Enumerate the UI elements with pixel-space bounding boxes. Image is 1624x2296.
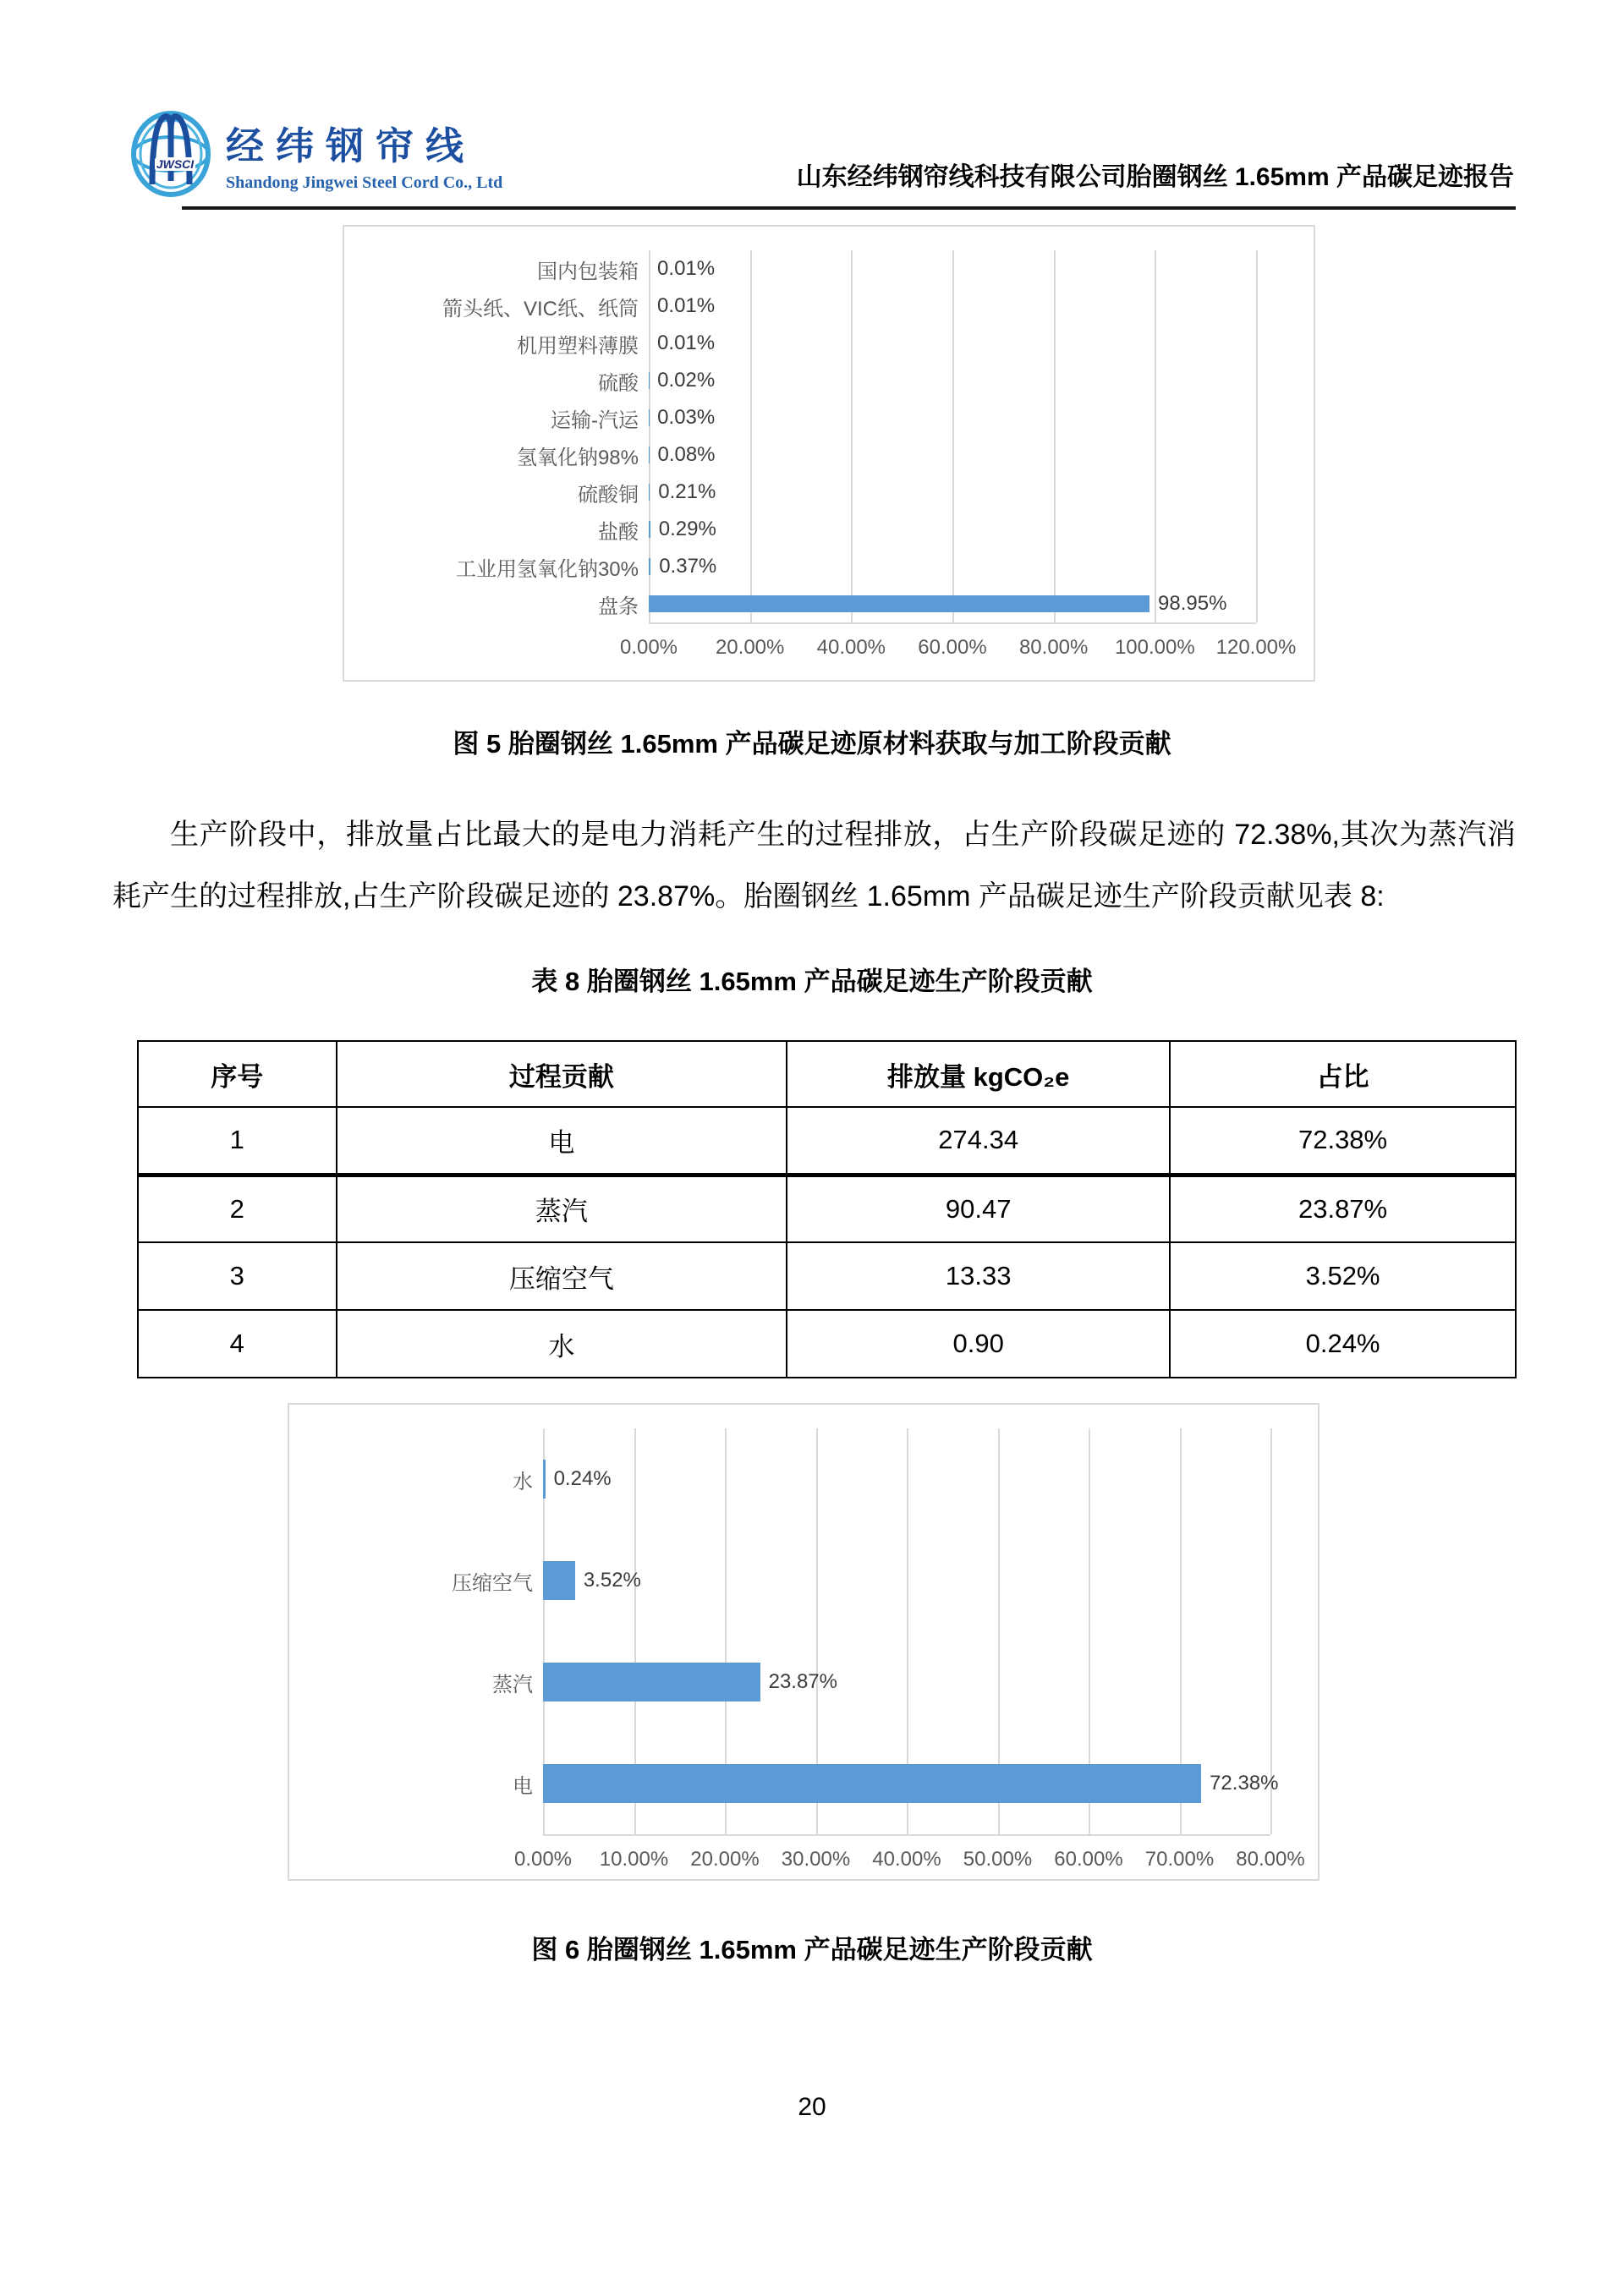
globe-logo-icon — [131, 107, 216, 201]
x-tick-label: 70.00% — [1144, 1848, 1215, 1871]
company-name-cn: 经纬钢帘线 — [226, 124, 476, 167]
body-paragraph: 生产阶段中，排放量占比最大的是电力消耗产生的过程排放，占生产阶段碳足迹的 72.38%,其次为蒸汽消耗产生的过程排放,占生产阶段碳足迹的 23.87%。胎圈钢丝 1.65mm 产品碳足迹生产阶段贡献见表 8: — [112, 819, 1516, 912]
company-name-en: Shandong Jingwei Steel Cord Co., Ltd — [226, 173, 503, 192]
x-tick-label: 60.00% — [918, 636, 987, 659]
cell-emission: 0.90 — [787, 1310, 1170, 1378]
value-axis — [513, 1836, 1305, 1875]
data-label: 3.52% — [583, 1569, 641, 1592]
category-label: 运输-汽运 — [551, 408, 639, 432]
bar-row — [649, 325, 1256, 362]
bar-row — [649, 250, 1256, 288]
x-tick-label: 20.00% — [715, 636, 785, 659]
table-header-row — [138, 1041, 1516, 1107]
company-logo — [131, 107, 502, 201]
bar — [543, 1764, 1201, 1803]
x-tick-label: 100.00% — [1114, 636, 1195, 659]
x-tick-label: 80.00% — [1018, 636, 1089, 659]
table-row — [138, 1107, 1516, 1175]
gridline — [1256, 250, 1258, 622]
bar-row — [649, 585, 1256, 622]
x-tick-label: 40.00% — [872, 1848, 941, 1871]
bar — [543, 1663, 760, 1701]
x-tick-label: 10.00% — [599, 1848, 669, 1871]
data-label: 23.87% — [768, 1670, 837, 1693]
bar-row — [649, 288, 1256, 325]
data-label: 0.21% — [658, 480, 716, 503]
col-header-emission: 排放量 kgCO₂e — [787, 1041, 1170, 1107]
cell-emission: 90.47 — [787, 1175, 1170, 1242]
category-label: 水 — [513, 1470, 533, 1493]
category-label: 盘条 — [598, 595, 639, 618]
cell-share: 0.24% — [1170, 1310, 1516, 1378]
bar-row — [543, 1530, 1270, 1631]
col-header-process: 过程贡献 — [337, 1041, 787, 1107]
category-label: 盐酸 — [598, 520, 639, 544]
category-label: 电 — [513, 1774, 533, 1798]
cell-index: 4 — [138, 1310, 337, 1378]
category-label: 氢氧化钠98% — [516, 446, 639, 469]
page-number: 20 — [798, 2093, 826, 2121]
x-tick-label: 40.00% — [816, 636, 886, 659]
value-axis — [619, 624, 1297, 663]
bar-row — [649, 362, 1256, 399]
cell-process: 电 — [337, 1107, 787, 1175]
plot-area — [543, 1428, 1279, 1836]
globe-label-text: JWSCI — [156, 157, 195, 171]
cell-index: 3 — [138, 1242, 337, 1310]
data-label: 0.37% — [659, 555, 717, 578]
figure5-caption: 图 5 胎圈钢丝 1.65mm 产品碳足迹原材料获取与加工阶段贡献 — [453, 729, 1171, 759]
x-tick-label: 20.00% — [690, 1848, 760, 1871]
bar — [649, 521, 650, 538]
x-tick-label: 50.00% — [963, 1848, 1033, 1871]
plot-area — [649, 250, 1256, 624]
category-label: 箭头纸、VIC纸、纸筒 — [442, 297, 639, 321]
category-axis — [365, 250, 649, 624]
bar-row — [649, 399, 1256, 436]
data-label: 0.03% — [657, 406, 716, 429]
x-tick-label: 80.00% — [1236, 1848, 1305, 1871]
bar — [543, 1460, 546, 1499]
bar-row — [649, 436, 1256, 474]
category-label: 硫酸 — [598, 371, 639, 395]
bar-row — [543, 1631, 1270, 1733]
cell-share: 23.87% — [1170, 1175, 1516, 1242]
data-label: 0.02% — [657, 369, 716, 392]
cell-emission: 274.34 — [787, 1107, 1170, 1175]
cell-share: 3.52% — [1170, 1242, 1516, 1310]
table-row — [138, 1242, 1516, 1310]
data-label: 0.01% — [657, 332, 716, 354]
table8 — [137, 1040, 1517, 1378]
page-header — [0, 0, 1624, 206]
bar — [543, 1561, 575, 1600]
x-tick-label: 60.00% — [1054, 1848, 1123, 1871]
document-title: 山东经纬钢帘线科技有限公司胎圈钢丝 1.65mm 产品碳足迹报告 — [796, 163, 1514, 191]
data-label: 0.24% — [553, 1467, 612, 1490]
bar — [649, 558, 650, 575]
bar-row — [649, 548, 1256, 585]
bar-row — [649, 474, 1256, 511]
cell-process: 压缩空气 — [337, 1242, 787, 1310]
category-label: 工业用氢氧化钠30% — [455, 557, 639, 581]
logo-text-block — [226, 115, 502, 193]
category-axis — [310, 1428, 543, 1836]
cell-emission: 13.33 — [787, 1242, 1170, 1310]
x-tick-label: 0.00% — [513, 1848, 573, 1871]
figure5-bar-chart — [343, 225, 1315, 682]
bar — [649, 595, 1149, 612]
header-divider — [182, 206, 1516, 210]
table-row — [138, 1175, 1516, 1242]
x-tick-label: 0.00% — [619, 636, 678, 659]
bar-row — [649, 511, 1256, 548]
category-label: 蒸汽 — [492, 1673, 533, 1696]
cell-share: 72.38% — [1170, 1107, 1516, 1175]
cell-process: 蒸汽 — [337, 1175, 787, 1242]
cell-index: 1 — [138, 1107, 337, 1175]
data-label: 0.08% — [657, 443, 716, 466]
category-label: 硫酸铜 — [578, 483, 639, 507]
bar-row — [543, 1733, 1279, 1834]
bar-row — [543, 1428, 1270, 1530]
bar — [649, 484, 650, 501]
data-label: 72.38% — [1210, 1772, 1279, 1795]
table8-caption: 表 8 胎圈钢丝 1.65mm 产品碳足迹生产阶段贡献 — [531, 967, 1093, 996]
figure6-bar-chart — [288, 1403, 1320, 1881]
cell-index: 2 — [138, 1175, 337, 1242]
x-tick-label: 120.00% — [1215, 636, 1297, 659]
col-header-index: 序号 — [138, 1041, 337, 1107]
cell-process: 水 — [337, 1310, 787, 1378]
category-label: 压缩空气 — [452, 1571, 533, 1595]
col-header-share: 占比 — [1170, 1041, 1516, 1107]
data-label: 0.29% — [658, 518, 716, 540]
category-label: 机用塑料薄膜 — [517, 334, 639, 358]
category-label: 国内包装箱 — [537, 260, 639, 283]
figure6-caption: 图 6 胎圈钢丝 1.65mm 产品碳足迹生产阶段贡献 — [531, 1935, 1093, 1964]
x-tick-label: 30.00% — [781, 1848, 851, 1871]
data-label: 0.01% — [657, 294, 716, 317]
table-row — [138, 1310, 1516, 1378]
data-label: 0.01% — [657, 257, 716, 280]
data-label: 98.95% — [1158, 592, 1227, 615]
